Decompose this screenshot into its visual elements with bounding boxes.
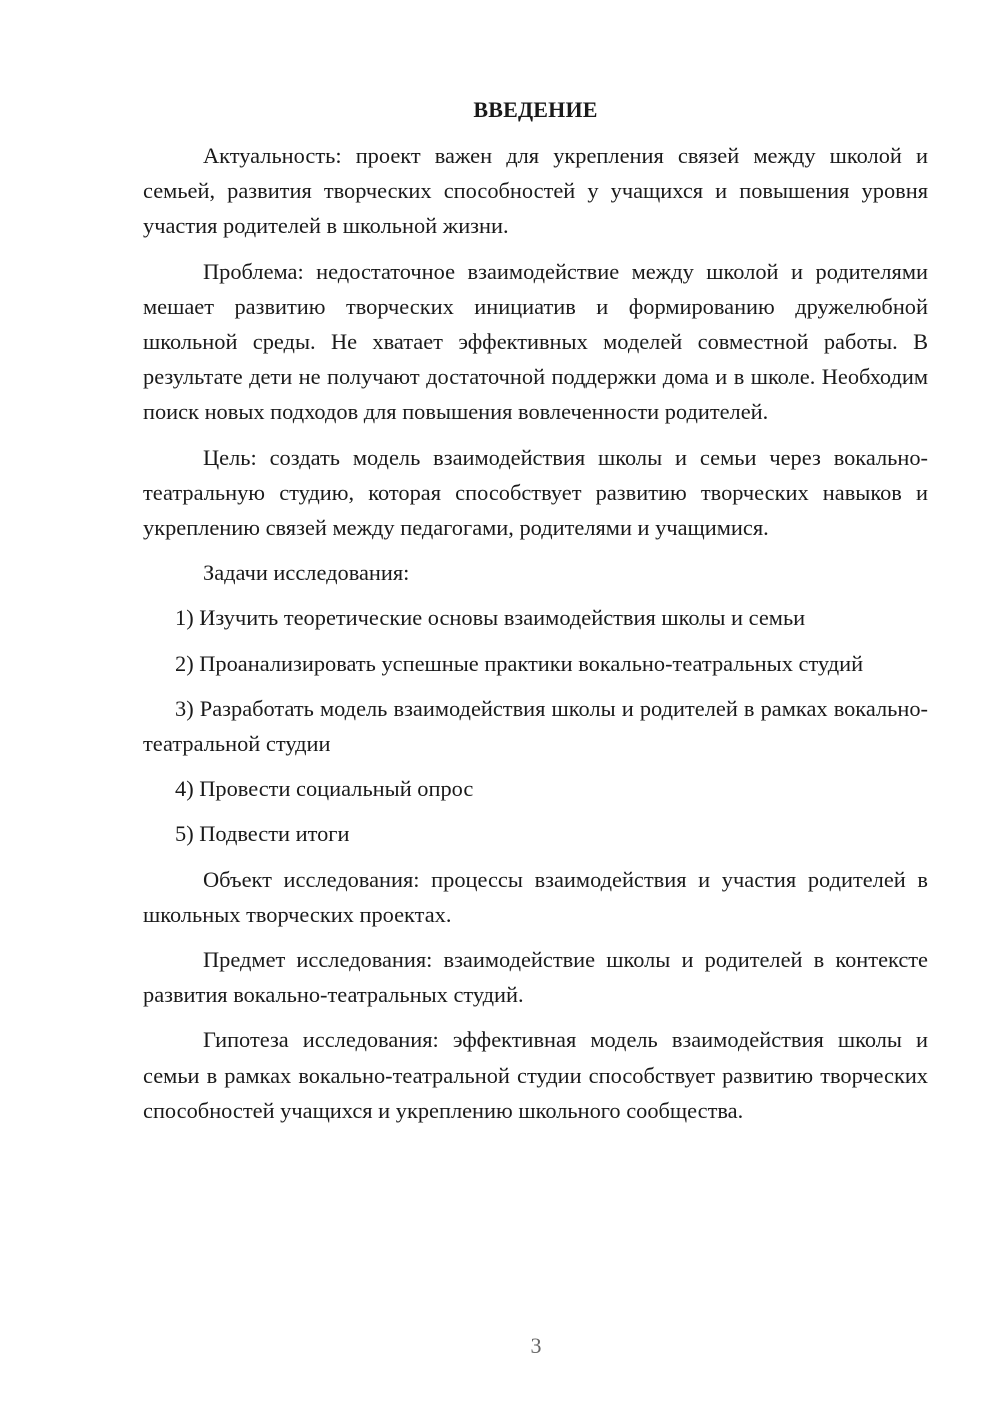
paragraph-relevance: Актуальность: проект важен для укрепления связей между школой и семьей, развития творческих способностей у учащихся и повышения уровня участия родителей в школьной жизни. (143, 143, 928, 239)
paragraph-goal: Цель: создать модель взаимодействия школы и семьи через вокально-театральную студию, которая способствует развитию творческих навыков и укреплению связей между педагогами, родителями и учащимися. (143, 444, 928, 541)
page-title: ВВЕДЕНИЕ (473, 97, 598, 122)
task-item-2: 2) Проанализировать успешные практики вокально-театральных студий (175, 650, 864, 676)
page-number: 3 (530, 1333, 542, 1358)
task-item-1: 1) Изучить теоретические основы взаимодействия школы и семьи (175, 605, 806, 631)
paragraph-hypothesis: Гипотеза исследования: эффективная модель взаимодействия школы и семьи в рамках вокально-театральной студии способствует развитию творческих способностей учащихся и укреплению школьного сообщества. (143, 1027, 928, 1123)
task-item-3: 3) Разработать модель взаимодействия школы и родителей в рамках вокально-театральной студии (143, 695, 928, 757)
paragraph-subject: Предмет исследования: взаимодействие школы и родителей в контексте развития вокально-театральных студий. (143, 947, 928, 1008)
tasks-heading: Задачи исследования: (203, 560, 410, 586)
paragraph-problem: Проблема: недостаточное взаимодействие между школой и родителями мешает развитию творческих инициатив и формированию дружелюбной школьной среды. Не хватает эффективных моделей совместной работы. В результате дети не получают достаточной поддержки дома и в школе. Необходим поиск новых подходов для повышения вовлеченности родителей. (143, 258, 928, 425)
paragraph-object: Объект исследования: процессы взаимодействия и участия родителей в школьных творческих проектах. (143, 866, 928, 927)
document-page (143, 92, 928, 1128)
task-item-4: 4) Провести социальный опрос (175, 776, 474, 802)
task-item-5: 5) Подвести итоги (175, 821, 350, 847)
